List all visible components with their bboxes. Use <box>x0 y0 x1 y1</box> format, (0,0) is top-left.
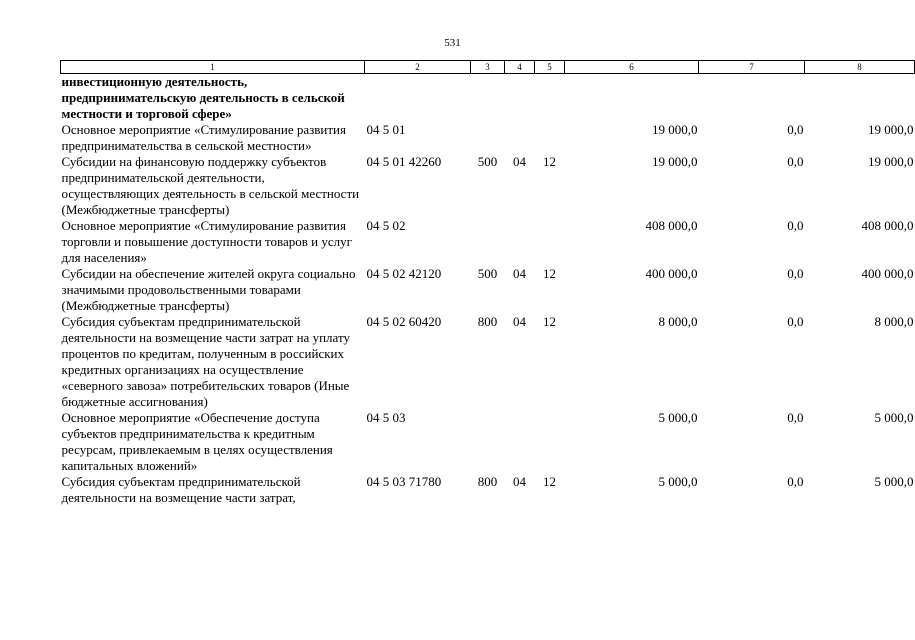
item-name: Субсидии на финансовую поддержку субъектов предпринимательской деятельности, осуществляющих деятельность в сельской местности (Межбюджетные трансферты) <box>61 154 360 217</box>
subsection-code <box>535 74 565 123</box>
amount-col-7: 0,0 <box>787 122 804 137</box>
amount-col-8: 5 000,0 <box>874 474 914 489</box>
item-name: Субсидии на обеспечение жителей округа социально значимыми продовольственными товарами (Межбюджетные трансферты) <box>61 266 356 313</box>
header-cell: 7 <box>699 61 805 74</box>
amount-col-7: 0,0 <box>787 314 804 329</box>
header-cell: 6 <box>565 61 699 74</box>
table-row <box>61 122 915 154</box>
table-row <box>61 218 915 266</box>
amount-col-6: 8 000,0 <box>658 314 698 329</box>
amount-col-6 <box>565 74 699 123</box>
section-code <box>505 74 535 123</box>
item-name: Субсидия субъектам предпринимательской деятельности на возмещение части затрат на уплату процентов по кредитам, полученным в российских кредитных организациях на осуществление «северного завоза» потребительских товаров (Иные бюджетные ассигнования) <box>61 314 350 409</box>
target-code: 04 5 02 42120 <box>366 266 442 281</box>
page-number: 531 <box>444 37 461 49</box>
item-name: инвестиционную деятельность, предпринимательскую деятельность в сельской местности и торговой сфере» <box>61 74 345 121</box>
item-name: Основное мероприятие «Обеспечение доступа субъектов предпринимательства к кредитным ресурсам, привлекаемым в целях осуществления капитальных вложений» <box>61 410 333 473</box>
expense-type: 500 <box>477 154 498 169</box>
amount-col-8: 5 000,0 <box>874 410 914 425</box>
header-cell: 8 <box>805 61 915 74</box>
amount-col-6: 400 000,0 <box>645 266 698 281</box>
budget-table <box>60 60 915 506</box>
header-cell: 3 <box>471 61 505 74</box>
header-cell: 4 <box>505 61 535 74</box>
amount-col-6: 19 000,0 <box>652 122 698 137</box>
amount-col-8: 408 000,0 <box>861 218 914 233</box>
header-cell: 1 <box>61 61 365 74</box>
target-code: 04 5 03 71780 <box>366 474 442 489</box>
subsection-code: 12 <box>543 474 556 489</box>
amount-col-8: 19 000,0 <box>868 154 914 169</box>
expense-type: 800 <box>477 314 498 329</box>
subsection-code: 12 <box>543 266 556 281</box>
expense-type <box>471 410 505 474</box>
section-code: 04 <box>513 266 526 281</box>
amount-col-8: 19 000,0 <box>868 122 914 137</box>
target-code: 04 5 02 60420 <box>366 314 442 329</box>
subsection-code: 12 <box>543 314 556 329</box>
section-code: 04 <box>513 314 526 329</box>
section-code: 04 <box>513 474 526 489</box>
target-code: 04 5 01 42260 <box>366 154 442 169</box>
subsection-code <box>535 410 565 474</box>
amount-col-7: 0,0 <box>787 410 804 425</box>
amount-col-6: 19 000,0 <box>652 154 698 169</box>
item-name: Основное мероприятие «Стимулирование развития торговли и повышение доступности товаров и услуг для населения» <box>61 218 352 265</box>
section-code <box>505 122 535 154</box>
amount-col-8: 8 000,0 <box>874 314 914 329</box>
table-row <box>61 474 915 506</box>
item-name: Субсидия субъектам предпринимательской деятельности на возмещение части затрат, <box>61 474 301 505</box>
amount-col-8: 400 000,0 <box>861 266 914 281</box>
header-cell: 5 <box>535 61 565 74</box>
subsection-code <box>535 218 565 266</box>
subsection-code: 12 <box>543 154 556 169</box>
amount-col-7: 0,0 <box>787 154 804 169</box>
target-code: 04 5 01 <box>366 122 406 137</box>
section-code: 04 <box>513 154 526 169</box>
expense-type <box>471 218 505 266</box>
amount-col-7: 0,0 <box>787 218 804 233</box>
table-row <box>61 74 915 123</box>
subsection-code <box>535 122 565 154</box>
target-code: 04 5 03 <box>366 410 406 425</box>
item-name: Основное мероприятие «Стимулирование развития предпринимательства в сельской местности» <box>61 122 346 153</box>
expense-type: 800 <box>477 474 498 489</box>
expense-type: 500 <box>477 266 498 281</box>
expense-type <box>471 74 505 123</box>
target-code: 04 5 02 <box>366 218 406 233</box>
amount-col-6: 5 000,0 <box>658 410 698 425</box>
section-code <box>505 410 535 474</box>
expense-type <box>471 122 505 154</box>
table-row <box>61 154 915 218</box>
section-code <box>505 218 535 266</box>
amount-col-8 <box>805 74 915 123</box>
amount-col-7 <box>699 74 805 123</box>
target-code <box>365 74 471 123</box>
table-row <box>61 314 915 410</box>
table-row <box>61 410 915 474</box>
header-cell: 2 <box>365 61 471 74</box>
amount-col-6: 5 000,0 <box>658 474 698 489</box>
table-row <box>61 266 915 314</box>
amount-col-7: 0,0 <box>787 474 804 489</box>
header-row <box>61 61 915 74</box>
amount-col-7: 0,0 <box>787 266 804 281</box>
amount-col-6: 408 000,0 <box>645 218 698 233</box>
